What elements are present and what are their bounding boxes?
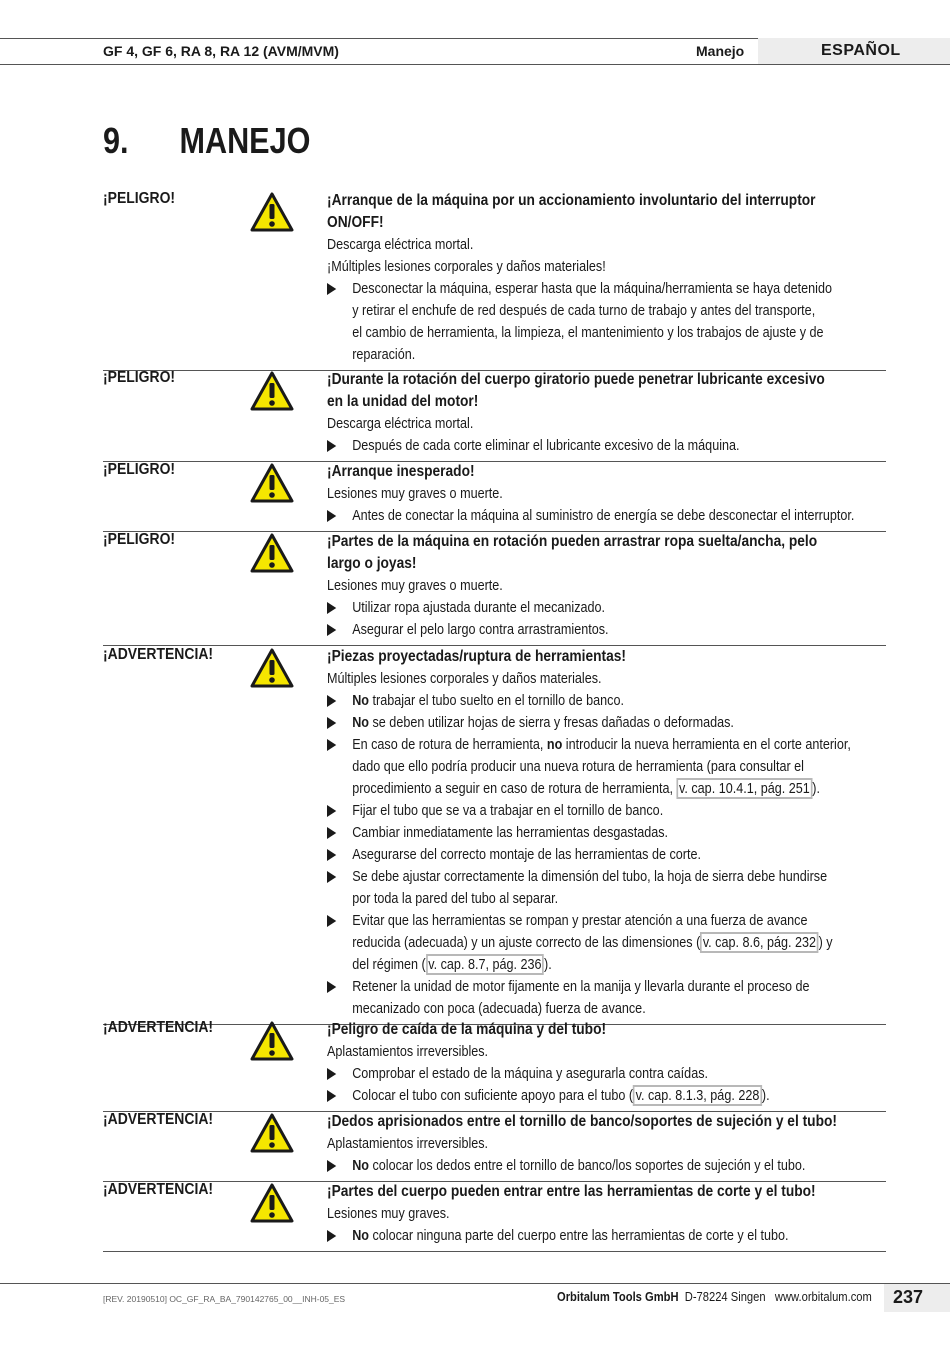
arrow-bullet-icon: [327, 827, 336, 839]
arrow-bullet-icon: [327, 1068, 336, 1080]
arrow-bullet-icon: [327, 805, 336, 817]
chapter-title: [103, 120, 310, 162]
cross-reference-link[interactable]: v. cap. 8.6, pág. 232: [700, 932, 818, 953]
safety-section: [103, 646, 886, 1025]
section-body: [327, 369, 886, 457]
chapter-number: 9.: [103, 120, 129, 161]
signal-word: ¡ADVERTENCIA!: [103, 646, 214, 663]
instruction-line: No trabajar el tubo suelto en el tornillo de banco.: [327, 690, 797, 712]
safety-section: [103, 1111, 886, 1182]
arrow-bullet-icon: [327, 510, 336, 522]
safety-section: [103, 1019, 886, 1112]
arrow-bullet-icon: [327, 695, 336, 707]
section-body: [327, 190, 886, 366]
warning-triangle-icon: [250, 648, 294, 688]
hazard-heading: ¡Arranque de la máquina por un accionamiento involuntario del interruptor: [327, 192, 816, 209]
header-language-box: [758, 38, 950, 64]
signal-word: ¡PELIGRO!: [103, 461, 176, 478]
instruction-line: Desconectar la máquina, esperar hasta que la máquina/herramienta se haya detenido: [327, 278, 797, 300]
footer-website: www.orbitalum.com: [774, 1289, 872, 1304]
arrow-bullet-icon: [327, 849, 336, 861]
instruction-line: mecanizado con poca (adecuada) fuerza de avance.: [352, 1000, 646, 1017]
instruction-line: dado que ello podría producir una nueva rotura de herramienta (para consultar el: [352, 758, 804, 775]
footer-revision: [REV. 20190510] OC_GF_RA_BA_790142765_00__INH-05_ES: [103, 1294, 346, 1304]
instruction-line: reducida (adecuada) y un ajuste correcto de las dimensiones ( v. cap. 8.6, pág. 232 ) y: [352, 934, 833, 951]
hazard-heading: ¡Dedos aprisionados entre el tornillo de banco/soportes de sujeción y el tubo!: [327, 1113, 837, 1130]
hazard-heading: ¡Partes del cuerpo pueden entrar entre las herramientas de corte y el tubo!: [327, 1183, 816, 1200]
arrow-bullet-icon: [327, 1090, 336, 1102]
arrow-bullet-icon: [327, 283, 336, 295]
cross-reference-link[interactable]: v. cap. 8.7, pág. 236: [426, 954, 544, 975]
footer-company: Orbitalum Tools GmbH: [557, 1289, 679, 1304]
arrow-bullet-icon: [327, 602, 336, 614]
safety-section: [103, 369, 886, 462]
instruction-line: Utilizar ropa ajustada durante el mecanizado.: [327, 597, 797, 619]
hazard-consequence: Lesiones muy graves.: [327, 1205, 450, 1222]
instruction-line: por toda la pared del tubo al separar.: [352, 890, 559, 907]
hazard-heading: ¡Durante la rotación del cuerpo giratorio puede penetrar lubricante excesivo: [327, 371, 825, 388]
arrow-bullet-icon: [327, 871, 336, 883]
arrow-bullet-icon: [327, 915, 336, 927]
instruction-line: y retirar el enchufe de red después de cada turno de trabajo y antes del transporte,: [352, 302, 816, 319]
instruction-line: Antes de conectar la máquina al suministro de energía se debe desconectar el interruptor.: [327, 505, 797, 527]
instruction-line: reparación.: [352, 346, 416, 363]
signal-word: ¡PELIGRO!: [103, 369, 176, 386]
signal-word: ¡ADVERTENCIA!: [103, 1181, 214, 1198]
arrow-bullet-icon: [327, 1160, 336, 1172]
warning-triangle-icon: [250, 1183, 294, 1223]
signal-word: ¡PELIGRO!: [103, 531, 176, 548]
instruction-line: Fijar el tubo que se va a trabajar en el tornillo de banco.: [327, 800, 797, 822]
safety-section: [103, 531, 886, 646]
footer-address: D-78224 Singen: [684, 1289, 766, 1304]
hazard-consequence: Lesiones muy graves o muerte.: [327, 485, 503, 502]
warning-triangle-icon: [250, 1021, 294, 1061]
instruction-line: Colocar el tubo con suficiente apoyo para el tubo ( v. cap. 8.1.3, pág. 228 ).: [327, 1085, 797, 1107]
hazard-heading: ¡Peligro de caída de la máquina y del tubo!: [327, 1021, 607, 1038]
cross-reference-link[interactable]: v. cap. 8.1.3, pág. 228: [633, 1085, 762, 1106]
header-models: GF 4, GF 6, RA 8, RA 12 (AVM/MVM): [103, 43, 339, 59]
instruction-line: Retener la unidad de motor fijamente en la manija y llevarla durante el proceso de: [327, 976, 797, 998]
warning-triangle-icon: [250, 371, 294, 411]
header-section: Manejo: [696, 43, 745, 59]
safety-section: [103, 1181, 886, 1252]
instruction-line: del régimen ( v. cap. 8.7, pág. 236 ).: [352, 956, 552, 973]
instruction-line: Se debe ajustar correctamente la dimensión del tubo, la hoja de sierra debe hundirse: [327, 866, 797, 888]
hazard-heading: ¡Arranque inesperado!: [327, 463, 475, 480]
instruction-line: En caso de rotura de herramienta, no introducir la nueva herramienta en el corte anterior,: [327, 734, 797, 756]
section-body: [327, 1111, 886, 1177]
instruction-line: Evitar que las herramientas se rompan y prestar atención a una fuerza de avance: [327, 910, 797, 932]
hazard-consequence: Aplastamientos irreversibles.: [327, 1043, 489, 1060]
instruction-line: procedimiento a seguir en caso de rotura de herramienta, v. cap. 10.4.1, pág. 251 ).: [352, 780, 821, 797]
instruction-line: Asegurar el pelo largo contra arrastramientos.: [327, 619, 797, 641]
warning-triangle-icon: [250, 192, 294, 232]
section-body: [327, 461, 886, 527]
footer-company-info: [557, 1289, 872, 1304]
hazard-consequence: Descarga eléctrica mortal.: [327, 415, 474, 432]
page-number: 237: [893, 1287, 924, 1307]
page-number-box: [884, 1284, 950, 1312]
instruction-line: No colocar ninguna parte del cuerpo entre las herramientas de corte y el tubo.: [327, 1225, 797, 1247]
warning-triangle-icon: [250, 1113, 294, 1153]
arrow-bullet-icon: [327, 624, 336, 636]
safety-section: [103, 190, 886, 371]
signal-word: ¡ADVERTENCIA!: [103, 1019, 214, 1036]
instruction-line: Después de cada corte eliminar el lubricante excesivo de la máquina.: [327, 435, 797, 457]
hazard-heading: en la unidad del motor!: [327, 393, 479, 410]
hazard-heading: ON/OFF!: [327, 214, 384, 231]
hazard-consequence: Múltiples lesiones corporales y daños materiales.: [327, 670, 602, 687]
arrow-bullet-icon: [327, 1230, 336, 1242]
instruction-line: No colocar los dedos entre el tornillo de banco/los soportes de sujeción y el tubo.: [327, 1155, 797, 1177]
arrow-bullet-icon: [327, 440, 336, 452]
hazard-heading: ¡Piezas proyectadas/ruptura de herramientas!: [327, 648, 627, 665]
header-bottom-rule: [0, 64, 950, 65]
instruction-line: Cambiar inmediatamente las herramientas desgastadas.: [327, 822, 797, 844]
instruction-line: No se deben utilizar hojas de sierra y fresas dañadas o deformadas.: [327, 712, 797, 734]
section-body: [327, 1019, 886, 1107]
signal-word: ¡PELIGRO!: [103, 190, 176, 207]
arrow-bullet-icon: [327, 739, 336, 751]
section-body: [327, 531, 886, 641]
page-header: [0, 38, 950, 64]
hazard-heading: largo o joyas!: [327, 555, 417, 572]
instruction-line: Comprobar el estado de la máquina y asegurarla contra caídas.: [327, 1063, 797, 1085]
instruction-line: el cambio de herramienta, la limpieza, el mantenimiento y los trabajos de ajuste y de: [352, 324, 824, 341]
header-language: ESPAÑOL: [821, 42, 901, 59]
cross-reference-link[interactable]: v. cap. 10.4.1, pág. 251: [676, 778, 812, 799]
safety-section: [103, 461, 886, 532]
section-body: [327, 646, 886, 1020]
hazard-heading: ¡Partes de la máquina en rotación pueden arrastrar ropa suelta/ancha, pelo: [327, 533, 818, 550]
hazard-consequence: Aplastamientos irreversibles.: [327, 1135, 489, 1152]
hazard-consequence: ¡Múltiples lesiones corporales y daños materiales!: [327, 258, 606, 275]
chapter-text: MANEJO: [179, 120, 311, 161]
arrow-bullet-icon: [327, 981, 336, 993]
warning-triangle-icon: [250, 533, 294, 573]
section-body: [327, 1181, 886, 1247]
footer-rule: [0, 1283, 950, 1284]
signal-word: ¡ADVERTENCIA!: [103, 1111, 214, 1128]
instruction-line: Asegurarse del correcto montaje de las herramientas de corte.: [327, 844, 797, 866]
hazard-consequence: Lesiones muy graves o muerte.: [327, 577, 503, 594]
hazard-consequence: Descarga eléctrica mortal.: [327, 236, 474, 253]
warning-triangle-icon: [250, 463, 294, 503]
arrow-bullet-icon: [327, 717, 336, 729]
